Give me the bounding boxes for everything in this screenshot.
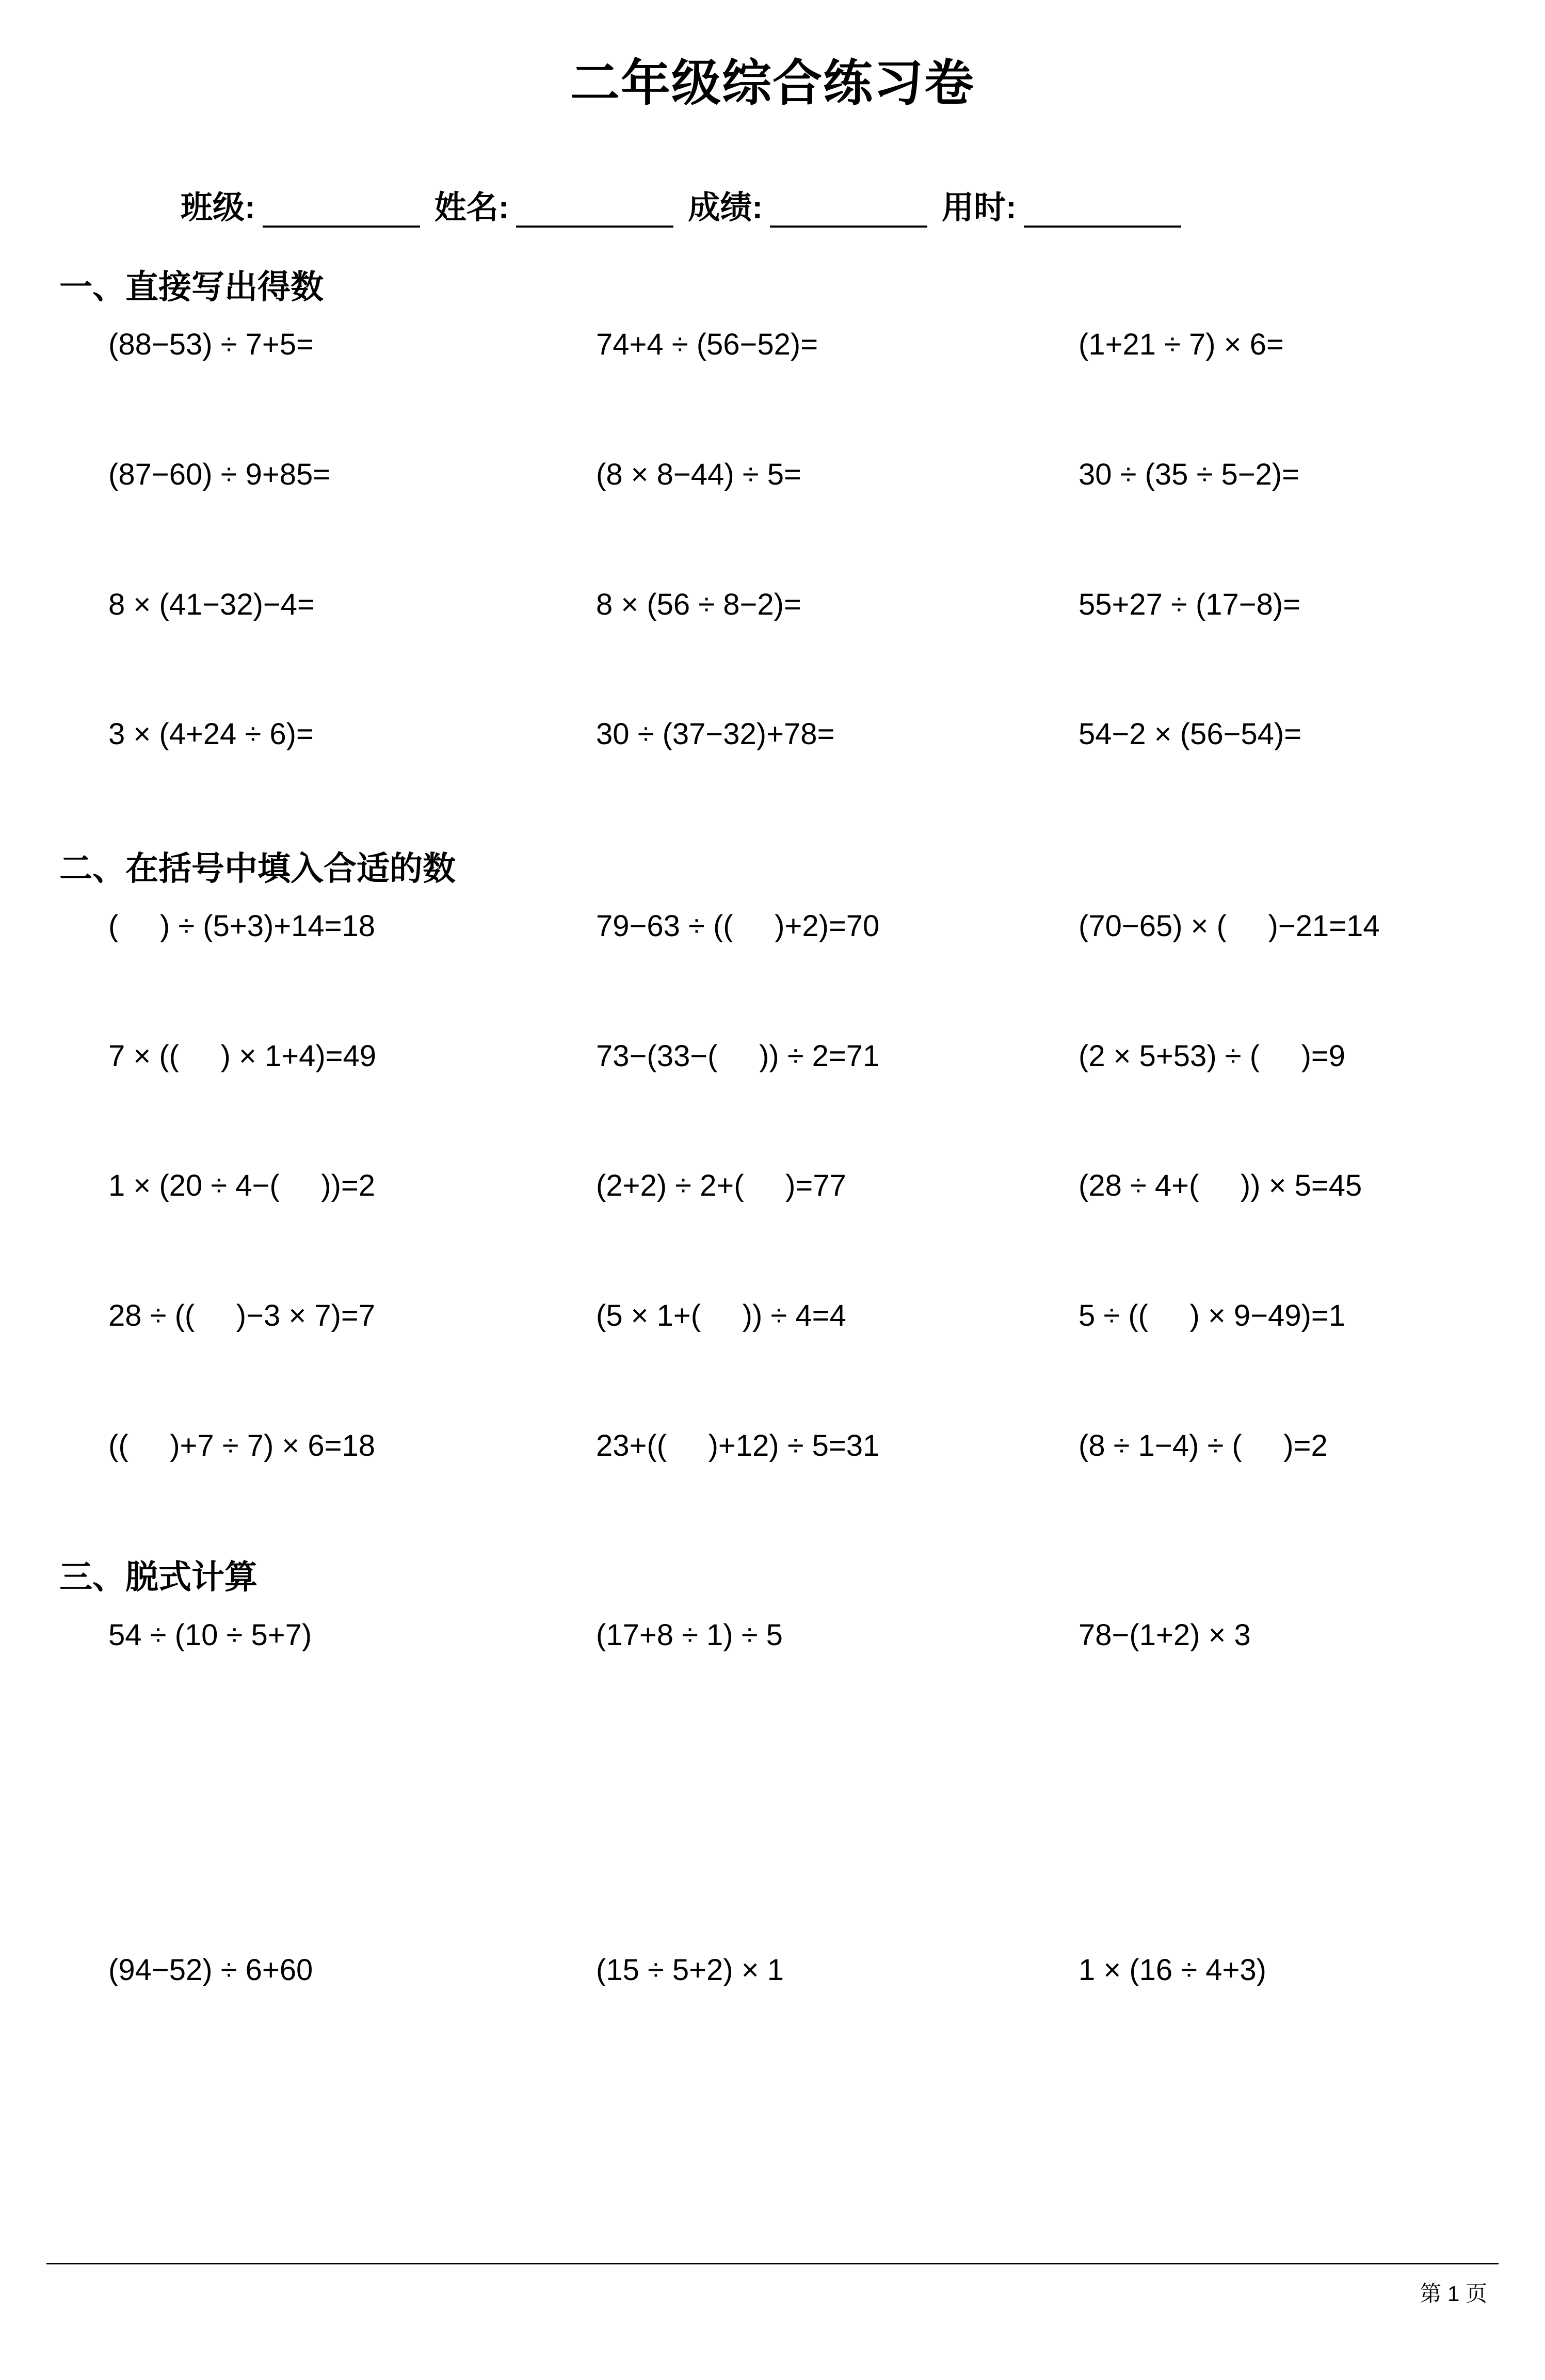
problem: (( )+7 ÷ 7) × 6=18	[108, 1428, 376, 1462]
problem: 79−63 ÷ (( )+2)=70	[596, 909, 880, 943]
problem: 28 ÷ (( )−3 × 7)=7	[108, 1298, 376, 1332]
section-1-row-2	[108, 457, 1545, 493]
problem: 73−(33−( )) ÷ 2=71	[596, 1039, 880, 1073]
problem: (8 ÷ 1−4) ÷ ( )=2	[1079, 1428, 1328, 1462]
name-label: 姓名:	[434, 190, 509, 226]
footer-divider	[46, 2263, 1499, 2264]
class-field	[181, 182, 420, 228]
score-field	[688, 182, 927, 228]
problem: 3 × (4+24 ÷ 6)=	[108, 717, 314, 751]
problem: 30 ÷ (35 ÷ 5−2)=	[1079, 457, 1300, 491]
section-3-row-2	[108, 1952, 1545, 1988]
name-field	[434, 182, 674, 228]
problem: (70−65) × ( )−21=14	[1079, 909, 1380, 943]
problem: (94−52) ÷ 6+60	[108, 1953, 313, 1987]
problem: 55+27 ÷ (17−8)=	[1079, 587, 1301, 621]
problem: (87−60) ÷ 9+85=	[108, 457, 331, 491]
section-2-heading: 二、在括号中填入合适的数	[59, 849, 456, 887]
section-2-row-1	[108, 908, 1545, 944]
problem: ( ) ÷ (5+3)+14=18	[108, 909, 376, 943]
problem: (2 × 5+53) ÷ ( )=9	[1079, 1039, 1346, 1073]
problem: 8 × (56 ÷ 8−2)=	[596, 587, 801, 621]
section-1-row-3	[108, 587, 1545, 623]
section-1-heading: 一、直接写出得数	[59, 268, 324, 305]
score-label: 成绩:	[688, 190, 763, 226]
time-label: 用时:	[941, 190, 1017, 226]
section-3-row-1	[108, 1617, 1545, 1653]
problem: (28 ÷ 4+( )) × 5=45	[1079, 1169, 1362, 1203]
section-1-row-1	[108, 327, 1545, 363]
problem: (1+21 ÷ 7) × 6=	[1079, 328, 1284, 362]
problem: 5 ÷ (( ) × 9−49)=1	[1079, 1298, 1346, 1332]
problem: 1 × (20 ÷ 4−( ))=2	[108, 1169, 376, 1203]
problem: 23+(( )+12) ÷ 5=31	[596, 1428, 880, 1462]
problem: 54−2 × (56−54)=	[1079, 717, 1302, 751]
time-blank-line	[1024, 194, 1181, 228]
problem: 30 ÷ (37−32)+78=	[596, 717, 835, 751]
problem: 78−(1+2) × 3	[1079, 1618, 1251, 1652]
problem: 74+4 ÷ (56−52)=	[596, 328, 818, 362]
class-blank-line	[263, 194, 420, 228]
problem: (88−53) ÷ 7+5=	[108, 328, 314, 362]
class-label: 班级:	[181, 190, 255, 226]
problem: 1 × (16 ÷ 4+3)	[1079, 1953, 1266, 1987]
time-field	[942, 182, 1181, 228]
problem: 7 × (( ) × 1+4)=49	[108, 1039, 377, 1073]
score-blank-line	[770, 194, 927, 228]
worksheet-title: 二年级综合练习卷	[570, 56, 975, 111]
name-blank-line	[516, 194, 673, 228]
page-number: 第 1 页	[1420, 2281, 1487, 2306]
problem: 8 × (41−32)−4=	[108, 587, 315, 621]
section-1-row-4	[108, 716, 1545, 752]
problem: 54 ÷ (10 ÷ 5+7)	[108, 1618, 312, 1652]
student-info-bar	[181, 182, 1545, 228]
section-2-row-5	[108, 1428, 1545, 1464]
problem: (2+2) ÷ 2+( )=77	[596, 1169, 846, 1203]
problem: (17+8 ÷ 1) ÷ 5	[596, 1618, 783, 1652]
problem: (5 × 1+( )) ÷ 4=4	[596, 1298, 846, 1332]
problem: (8 × 8−44) ÷ 5=	[596, 457, 801, 491]
section-2-row-3	[108, 1168, 1545, 1204]
section-3-heading: 三、脱式计算	[59, 1558, 258, 1596]
section-2-row-4	[108, 1298, 1545, 1334]
problem: (15 ÷ 5+2) × 1	[596, 1953, 784, 1987]
section-2-row-2	[108, 1038, 1545, 1074]
